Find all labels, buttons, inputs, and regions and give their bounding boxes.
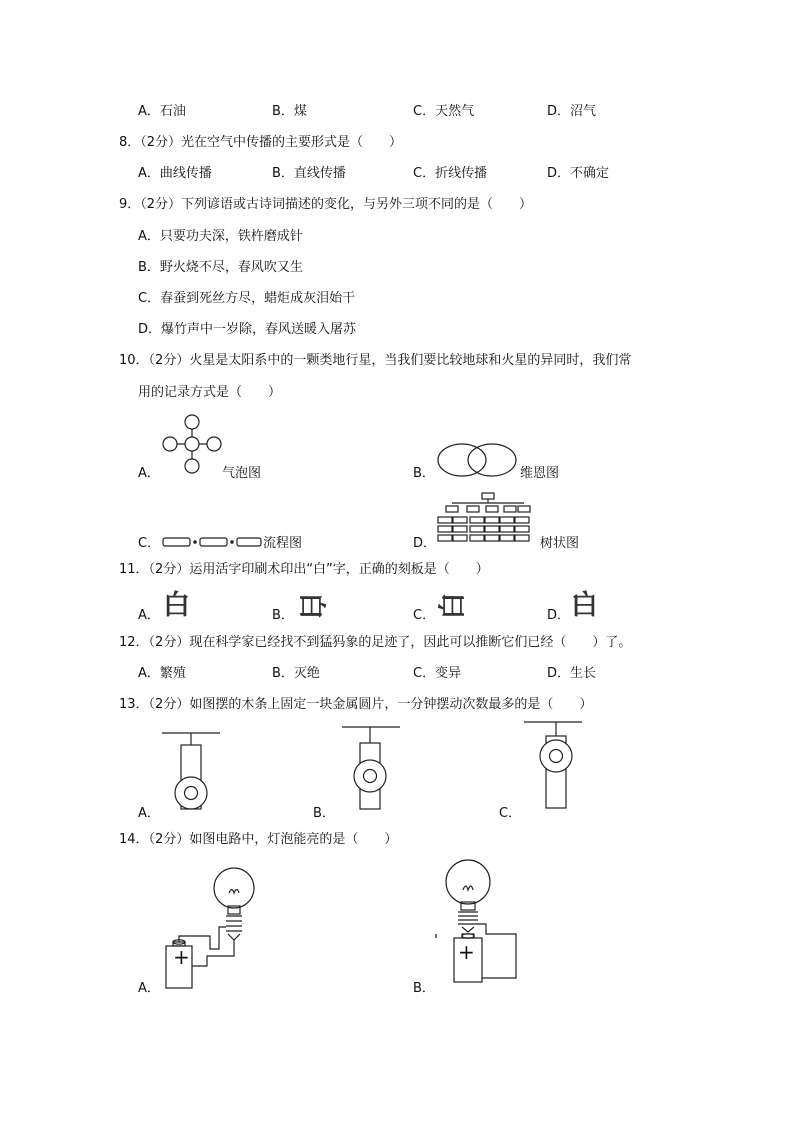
q7-option-c: C．天然气 xyxy=(413,104,475,119)
q8-stem: 8．（2分）光在空气中传播的主要形式是（ ） xyxy=(119,135,403,150)
q12-option-d: D．生长 xyxy=(547,666,597,681)
q14-letter-b: B． xyxy=(413,981,435,996)
q9-option-b: B．野火烧不尽，春风吹又生 xyxy=(138,260,303,275)
q8-option-a: A．曲线传播 xyxy=(138,166,212,181)
q14-circuit-a xyxy=(162,866,262,992)
q10-flow-diagram xyxy=(163,536,263,548)
q14-circuit-b xyxy=(434,858,524,988)
q9-stem: 9．（2分）下列谚语或古诗词描述的变化，与另外三项不同的是（ ） xyxy=(119,197,533,212)
q10-letter-b: B． xyxy=(413,466,435,481)
q7-option-d: D．沼气 xyxy=(547,104,597,119)
q11-letter-b: B． xyxy=(272,608,294,623)
q10-venn-diagram xyxy=(438,443,518,477)
q13-pendulum-c xyxy=(522,718,584,810)
q12-option-a: A．繁殖 xyxy=(138,666,186,681)
q10-caption-tree: 树状图 xyxy=(540,536,580,551)
q13-letter-b: B． xyxy=(313,806,335,821)
q10-bubble-diagram xyxy=(160,412,230,478)
q11-block-d: 白 xyxy=(571,590,598,621)
q10-letter-a: A． xyxy=(138,466,160,481)
q11-letter-d: D． xyxy=(547,608,571,623)
q14-stem: 14．（2分）如图电路中，灯泡能亮的是（ ） xyxy=(119,832,398,847)
q7-option-a: A．石油 xyxy=(138,104,186,119)
q14-battery-plus-b: + xyxy=(458,940,475,964)
q12-option-c: C．变异 xyxy=(413,666,462,681)
q9-option-d: D．爆竹声中一岁除，春风送暖入屠苏 xyxy=(138,322,357,337)
q9-option-c: C．春蚕到死丝方尽，蜡炬成灰泪始干 xyxy=(138,291,356,306)
q11-letter-c: C． xyxy=(413,608,436,623)
q10-caption-venn: 维恩图 xyxy=(520,466,560,481)
q11-block-c: 白 xyxy=(437,592,469,620)
q13-letter-a: A． xyxy=(138,806,160,821)
q9-option-a: A．只要功夫深，铁杵磨成针 xyxy=(138,229,303,244)
q14-battery-plus-a: + xyxy=(173,945,190,969)
q11-stem: 11．（2分）运用活字印刷术印出“白”字，正确的刻板是（ ） xyxy=(119,562,489,577)
q8-option-d: D．不确定 xyxy=(547,166,610,181)
q13-pendulum-b xyxy=(340,723,402,815)
q10-caption-flow: 流程图 xyxy=(263,536,303,551)
q14-letter-a: A． xyxy=(138,981,160,996)
q11-block-b: 白 xyxy=(295,592,327,620)
q13-stem: 13．（2分）如图摆的木条上固定一块金属圆片，一分钟摆动次数最多的是（ ） xyxy=(119,697,593,712)
q11-letter-a: A． xyxy=(138,608,160,623)
q10-caption-bubble: 气泡图 xyxy=(222,466,262,481)
q10-stem-line1: 10．（2分）火星是太阳系中的一颗类地行星，当我们要比较地球和火星的异同时，我们常 xyxy=(119,353,632,368)
q13-pendulum-a xyxy=(160,729,222,817)
q10-tree-diagram xyxy=(438,493,543,549)
q10-letter-d: D． xyxy=(413,536,437,551)
q8-option-c: C．折线传播 xyxy=(413,166,488,181)
q12-option-b: B．灭绝 xyxy=(272,666,320,681)
q12-stem: 12．（2分）现在科学家已经找不到猛犸象的足迹了，因此可以推断它们已经（ ）了。 xyxy=(119,635,632,650)
q8-option-b: B．直线传播 xyxy=(272,166,346,181)
q7-option-b: B．煤 xyxy=(272,104,307,119)
q13-letter-c: C． xyxy=(499,806,522,821)
q10-stem-line2: 用的记录方式是（ ） xyxy=(138,385,282,400)
q11-block-a: 白 xyxy=(163,590,190,621)
q10-letter-c: C． xyxy=(138,536,161,551)
